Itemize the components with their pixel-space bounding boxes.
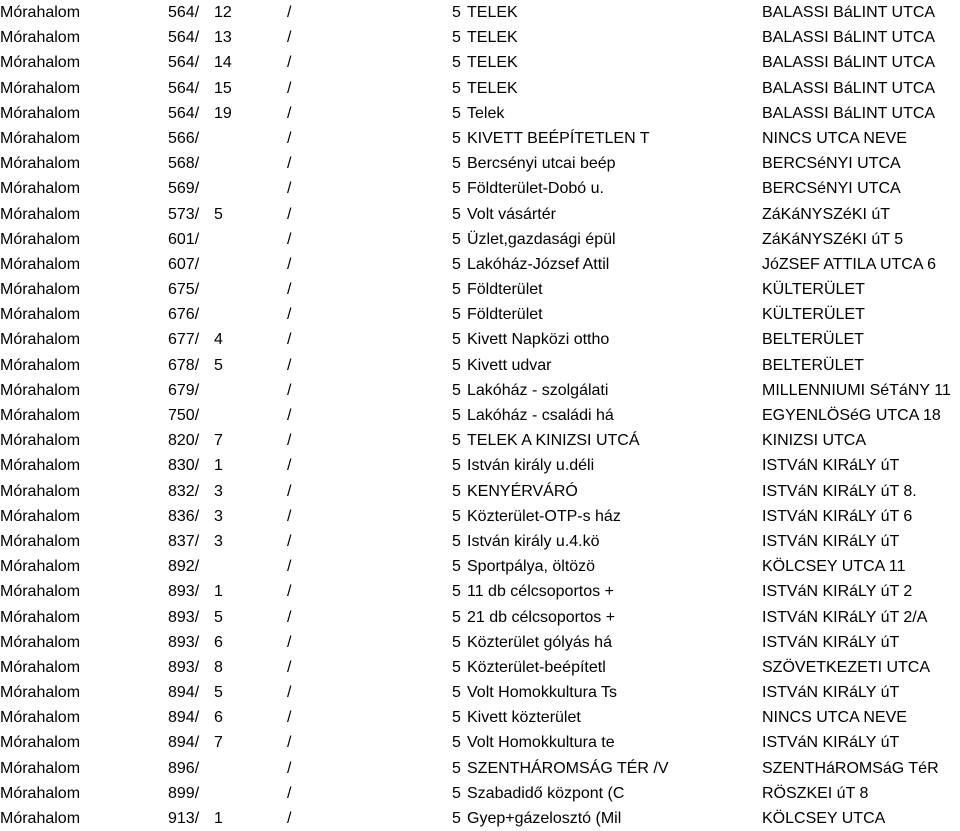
code-cell: 5 xyxy=(452,281,461,299)
parcel-subnumber-cell: 4 xyxy=(214,331,223,349)
address-cell: BERCSéNYI UTCA xyxy=(762,180,901,198)
parcel-subnumber-cell: 5 xyxy=(214,608,223,626)
city-cell: Mórahalom xyxy=(0,684,81,702)
table-row xyxy=(0,327,960,352)
parcel-subnumber-cell: 19 xyxy=(214,104,232,122)
code-cell: 5 xyxy=(452,129,461,147)
description-cell: Lakóház - családi há xyxy=(467,407,614,424)
code-cell: 5 xyxy=(452,507,461,525)
parcel-number-cell: 832/ xyxy=(168,482,200,500)
city-cell: Mórahalom xyxy=(0,759,81,777)
address-cell: BELTERÜLET xyxy=(762,331,864,349)
parcel-number-cell: 564/ xyxy=(168,54,200,72)
parcel-number-cell: 893/ xyxy=(168,633,200,651)
separator-cell: / xyxy=(287,608,292,626)
address-cell: ISTVáN KIRáLY úT xyxy=(762,734,900,752)
parcel-number-cell: 564/ xyxy=(168,29,200,47)
code-cell: 5 xyxy=(452,784,461,802)
separator-cell: / xyxy=(287,407,292,424)
address-cell: KÜLTERÜLET xyxy=(762,306,865,324)
description-cell: 21 db célcsoportos + xyxy=(467,608,616,626)
code-cell: 5 xyxy=(452,407,461,424)
address-cell: ISTVáN KIRáLY úT xyxy=(762,532,900,550)
table-row xyxy=(0,302,960,327)
separator-cell: / xyxy=(287,230,292,248)
description-cell: KENYÉRVÁRÓ xyxy=(467,482,578,500)
separator-cell: / xyxy=(287,29,292,47)
description-cell: TELEK xyxy=(467,54,518,72)
separator-cell: / xyxy=(287,684,292,702)
address-cell: BALASSI BáLINT UTCA xyxy=(762,79,936,97)
address-cell: BALASSI BáLINT UTCA xyxy=(762,104,936,122)
parcel-number-cell: 568/ xyxy=(168,155,200,173)
city-cell: Mórahalom xyxy=(0,129,81,147)
parcel-number-cell: 820/ xyxy=(168,432,200,450)
city-cell: Mórahalom xyxy=(0,281,81,299)
table-row xyxy=(0,655,960,680)
separator-cell: / xyxy=(287,205,292,223)
table-row xyxy=(0,403,960,428)
parcel-subnumber-cell: 3 xyxy=(214,507,223,525)
city-cell: Mórahalom xyxy=(0,155,81,173)
table-row xyxy=(0,453,960,478)
description-cell: Földterület-Dobó u. xyxy=(467,180,604,198)
separator-cell: / xyxy=(287,331,292,349)
city-cell: Mórahalom xyxy=(0,558,81,576)
code-cell: 5 xyxy=(452,633,461,651)
parcel-number-cell: 564/ xyxy=(168,104,200,122)
code-cell: 5 xyxy=(452,482,461,500)
city-cell: Mórahalom xyxy=(0,4,81,21)
city-cell: Mórahalom xyxy=(0,306,81,324)
city-cell: Mórahalom xyxy=(0,180,81,198)
description-cell: TELEK xyxy=(467,79,518,97)
description-cell: SZENTHÁROMSÁG TÉR /V xyxy=(467,759,669,777)
parcel-subnumber-cell: 6 xyxy=(214,633,223,651)
parcel-number-cell: 913/ xyxy=(168,810,200,827)
parcel-subnumber-cell: 12 xyxy=(214,4,232,21)
code-cell: 5 xyxy=(452,180,461,198)
parcel-subnumber-cell: 1 xyxy=(214,457,223,475)
description-cell: TELEK xyxy=(467,29,518,47)
table-row xyxy=(0,579,960,604)
table-row xyxy=(0,101,960,126)
parcel-number-cell: 679/ xyxy=(168,381,200,399)
parcel-subnumber-cell: 7 xyxy=(214,734,223,752)
table-row xyxy=(0,504,960,529)
code-cell: 5 xyxy=(452,608,461,626)
address-cell: SZENTHáROMSáG TéR xyxy=(762,759,939,777)
code-cell: 5 xyxy=(452,54,461,72)
code-cell: 5 xyxy=(452,432,461,450)
description-cell: István király u.4.kö xyxy=(467,532,600,550)
city-cell: Mórahalom xyxy=(0,29,81,47)
city-cell: Mórahalom xyxy=(0,734,81,752)
address-cell: BELTERÜLET xyxy=(762,356,864,374)
address-cell: BALASSI BáLINT UTCA xyxy=(762,4,936,21)
code-cell: 5 xyxy=(452,734,461,752)
city-cell: Mórahalom xyxy=(0,407,81,424)
address-cell: BERCSéNYI UTCA xyxy=(762,155,901,173)
address-cell: ISTVáN KIRáLY úT 2 xyxy=(762,583,913,601)
address-cell: ISTVáN KIRáLY úT 2/A xyxy=(762,608,928,626)
table-row xyxy=(0,0,960,25)
code-cell: 5 xyxy=(452,583,461,601)
code-cell: 5 xyxy=(452,155,461,173)
table-row xyxy=(0,705,960,730)
separator-cell: / xyxy=(287,155,292,173)
separator-cell: / xyxy=(287,4,292,21)
code-cell: 5 xyxy=(452,709,461,727)
description-cell: KIVETT BEÉPÍTETLEN T xyxy=(467,129,650,147)
table-row xyxy=(0,277,960,302)
separator-cell: / xyxy=(287,129,292,147)
parcel-number-cell: 564/ xyxy=(168,79,200,97)
parcel-subnumber-cell: 3 xyxy=(214,532,223,550)
code-cell: 5 xyxy=(452,104,461,122)
table-row xyxy=(0,428,960,453)
description-cell: Kivett udvar xyxy=(467,356,552,374)
parcel-subnumber-cell: 5 xyxy=(214,205,223,223)
city-cell: Mórahalom xyxy=(0,482,81,500)
separator-cell: / xyxy=(287,432,292,450)
parcel-number-cell: 894/ xyxy=(168,684,200,702)
description-cell: Kivett közterület xyxy=(467,709,581,727)
parcel-number-cell: 678/ xyxy=(168,356,200,374)
city-cell: Mórahalom xyxy=(0,709,81,727)
table-row xyxy=(0,730,960,755)
separator-cell: / xyxy=(287,180,292,198)
city-cell: Mórahalom xyxy=(0,205,81,223)
address-cell: MILLENNIUMI SéTáNY 11 xyxy=(762,381,951,399)
description-cell: Volt vásártér xyxy=(467,205,556,223)
parcel-number-cell: 837/ xyxy=(168,532,200,550)
code-cell: 5 xyxy=(452,658,461,676)
separator-cell: / xyxy=(287,658,292,676)
separator-cell: / xyxy=(287,356,292,374)
separator-cell: / xyxy=(287,255,292,273)
separator-cell: / xyxy=(287,306,292,324)
description-cell: Üzlet,gazdasági épül xyxy=(467,230,616,248)
parcel-number-cell: 894/ xyxy=(168,734,200,752)
separator-cell: / xyxy=(287,532,292,550)
city-cell: Mórahalom xyxy=(0,633,81,651)
description-cell: Szabadidő központ (C xyxy=(467,784,625,802)
separator-cell: / xyxy=(287,583,292,601)
address-cell: KINIZSI UTCA xyxy=(762,432,867,450)
parcel-number-cell: 566/ xyxy=(168,129,200,147)
parcel-number-cell: 893/ xyxy=(168,583,200,601)
parcel-number-cell: 675/ xyxy=(168,281,200,299)
city-cell: Mórahalom xyxy=(0,532,81,550)
description-cell: TELEK A KINIZSI UTCÁ xyxy=(467,432,640,450)
description-cell: Sportpálya, öltözö xyxy=(467,558,596,576)
address-cell: NINCS UTCA NEVE xyxy=(762,709,907,727)
city-cell: Mórahalom xyxy=(0,356,81,374)
city-cell: Mórahalom xyxy=(0,432,81,450)
address-cell: ISTVáN KIRáLY úT xyxy=(762,633,900,651)
city-cell: Mórahalom xyxy=(0,79,81,97)
parcel-number-cell: 750/ xyxy=(168,407,200,424)
code-cell: 5 xyxy=(452,558,461,576)
separator-cell: / xyxy=(287,709,292,727)
code-cell: 5 xyxy=(452,306,461,324)
separator-cell: / xyxy=(287,633,292,651)
code-cell: 5 xyxy=(452,356,461,374)
table-row xyxy=(0,806,960,831)
city-cell: Mórahalom xyxy=(0,230,81,248)
parcel-number-cell: 564/ xyxy=(168,4,200,21)
city-cell: Mórahalom xyxy=(0,255,81,273)
address-cell: ZáKáNYSZéKI úT xyxy=(762,205,891,223)
code-cell: 5 xyxy=(452,684,461,702)
table-row xyxy=(0,554,960,579)
parcel-number-cell: 607/ xyxy=(168,255,200,273)
parcel-number-cell: 601/ xyxy=(168,230,200,248)
parcel-number-cell: 894/ xyxy=(168,709,200,727)
parcel-subnumber-cell: 7 xyxy=(214,432,223,450)
parcel-subnumber-cell: 3 xyxy=(214,482,223,500)
description-cell: 11 db célcsoportos + xyxy=(467,583,614,601)
address-cell: ISTVáN KIRáLY úT 8. xyxy=(762,482,917,500)
table-row xyxy=(0,252,960,277)
parcel-subnumber-cell: 13 xyxy=(214,29,232,47)
address-cell: ISTVáN KIRáLY úT xyxy=(762,684,900,702)
address-cell: ISTVáN KIRáLY úT 6 xyxy=(762,507,913,525)
table-row xyxy=(0,781,960,806)
parcel-number-cell: 892/ xyxy=(168,558,200,576)
separator-cell: / xyxy=(287,759,292,777)
address-cell: SZÖVETKEZETI UTCA xyxy=(762,658,931,676)
address-cell: RÖSZKEI úT 8 xyxy=(762,784,869,802)
code-cell: 5 xyxy=(452,810,461,827)
parcel-number-cell: 899/ xyxy=(168,784,200,802)
separator-cell: / xyxy=(287,79,292,97)
description-cell: Volt Homokkultura te xyxy=(467,734,615,752)
address-cell: KÜLTERÜLET xyxy=(762,281,865,299)
city-cell: Mórahalom xyxy=(0,54,81,72)
parcel-subnumber-cell: 15 xyxy=(214,79,232,97)
parcel-number-cell: 836/ xyxy=(168,507,200,525)
city-cell: Mórahalom xyxy=(0,784,81,802)
table-row xyxy=(0,50,960,75)
description-cell: Bercsényi utcai beép xyxy=(467,155,616,173)
parcel-subnumber-cell: 6 xyxy=(214,709,223,727)
address-cell: JóZSEF ATTILA UTCA 6 xyxy=(762,255,936,273)
table-row xyxy=(0,227,960,252)
separator-cell: / xyxy=(287,482,292,500)
code-cell: 5 xyxy=(452,759,461,777)
table-row xyxy=(0,25,960,50)
table-row xyxy=(0,605,960,630)
table-row xyxy=(0,479,960,504)
parcel-number-cell: 573/ xyxy=(168,205,200,223)
parcel-number-cell: 893/ xyxy=(168,608,200,626)
city-cell: Mórahalom xyxy=(0,810,81,827)
table-row xyxy=(0,630,960,655)
table-row xyxy=(0,202,960,227)
city-cell: Mórahalom xyxy=(0,381,81,399)
code-cell: 5 xyxy=(452,4,461,21)
code-cell: 5 xyxy=(452,457,461,475)
parcel-number-cell: 569/ xyxy=(168,180,200,198)
address-cell: BALASSI BáLINT UTCA xyxy=(762,54,936,72)
address-cell: ISTVáN KIRáLY úT xyxy=(762,457,900,475)
parcel-number-cell: 893/ xyxy=(168,658,200,676)
code-cell: 5 xyxy=(452,381,461,399)
parcel-subnumber-cell: 1 xyxy=(214,810,223,827)
city-cell: Mórahalom xyxy=(0,104,81,122)
description-cell: Kivett Napközi ottho xyxy=(467,331,610,349)
description-cell: TELEK xyxy=(467,4,518,21)
parcel-subnumber-cell: 8 xyxy=(214,658,223,676)
table-row xyxy=(0,756,960,781)
city-cell: Mórahalom xyxy=(0,583,81,601)
separator-cell: / xyxy=(287,381,292,399)
address-cell: KÖLCSEY UTCA xyxy=(762,810,886,827)
city-cell: Mórahalom xyxy=(0,331,81,349)
table-row xyxy=(0,680,960,705)
separator-cell: / xyxy=(287,558,292,576)
separator-cell: / xyxy=(287,507,292,525)
description-cell: Lakóház - szolgálati xyxy=(467,381,609,399)
parcel-subnumber-cell: 1 xyxy=(214,583,223,601)
table-row xyxy=(0,76,960,101)
city-cell: Mórahalom xyxy=(0,507,81,525)
separator-cell: / xyxy=(287,810,292,827)
address-cell: KÖLCSEY UTCA 11 xyxy=(762,558,906,576)
parcel-number-cell: 896/ xyxy=(168,759,200,777)
code-cell: 5 xyxy=(452,230,461,248)
address-cell: NINCS UTCA NEVE xyxy=(762,129,907,147)
separator-cell: / xyxy=(287,457,292,475)
description-cell: Lakóház-József Attil xyxy=(467,255,610,273)
separator-cell: / xyxy=(287,784,292,802)
parcel-number-cell: 677/ xyxy=(168,331,200,349)
parcel-subnumber-cell: 5 xyxy=(214,356,223,374)
description-cell: Földterület xyxy=(467,281,543,299)
code-cell: 5 xyxy=(452,205,461,223)
code-cell: 5 xyxy=(452,331,461,349)
address-cell: ZáKáNYSZéKI úT 5 xyxy=(762,230,904,248)
description-cell: Közterület-beépítetl xyxy=(467,658,606,676)
description-cell: István király u.déli xyxy=(467,457,595,475)
description-cell: Gyep+gázelosztó (Mil xyxy=(467,810,622,827)
city-cell: Mórahalom xyxy=(0,658,81,676)
description-cell: Földterület xyxy=(467,306,543,324)
table-row xyxy=(0,151,960,176)
table-row xyxy=(0,378,960,403)
table-row xyxy=(0,176,960,201)
separator-cell: / xyxy=(287,281,292,299)
table-row xyxy=(0,529,960,554)
address-cell: EGYENLÖSéG UTCA 18 xyxy=(762,407,941,424)
code-cell: 5 xyxy=(452,29,461,47)
table-row xyxy=(0,353,960,378)
parcel-subnumber-cell: 14 xyxy=(214,54,232,72)
separator-cell: / xyxy=(287,734,292,752)
code-cell: 5 xyxy=(452,255,461,273)
separator-cell: / xyxy=(287,54,292,72)
address-cell: BALASSI BáLINT UTCA xyxy=(762,29,936,47)
separator-cell: / xyxy=(287,104,292,122)
description-cell: Közterület-OTP-s ház xyxy=(467,507,621,525)
parcel-subnumber-cell: 5 xyxy=(214,684,223,702)
description-cell: Közterület gólyás há xyxy=(467,633,612,651)
parcel-number-cell: 676/ xyxy=(168,306,200,324)
code-cell: 5 xyxy=(452,532,461,550)
table-row xyxy=(0,126,960,151)
parcel-number-cell: 830/ xyxy=(168,457,200,475)
code-cell: 5 xyxy=(452,79,461,97)
description-cell: Volt Homokkultura Ts xyxy=(467,684,617,702)
city-cell: Mórahalom xyxy=(0,608,81,626)
city-cell: Mórahalom xyxy=(0,457,81,475)
description-cell: Telek xyxy=(467,104,505,122)
